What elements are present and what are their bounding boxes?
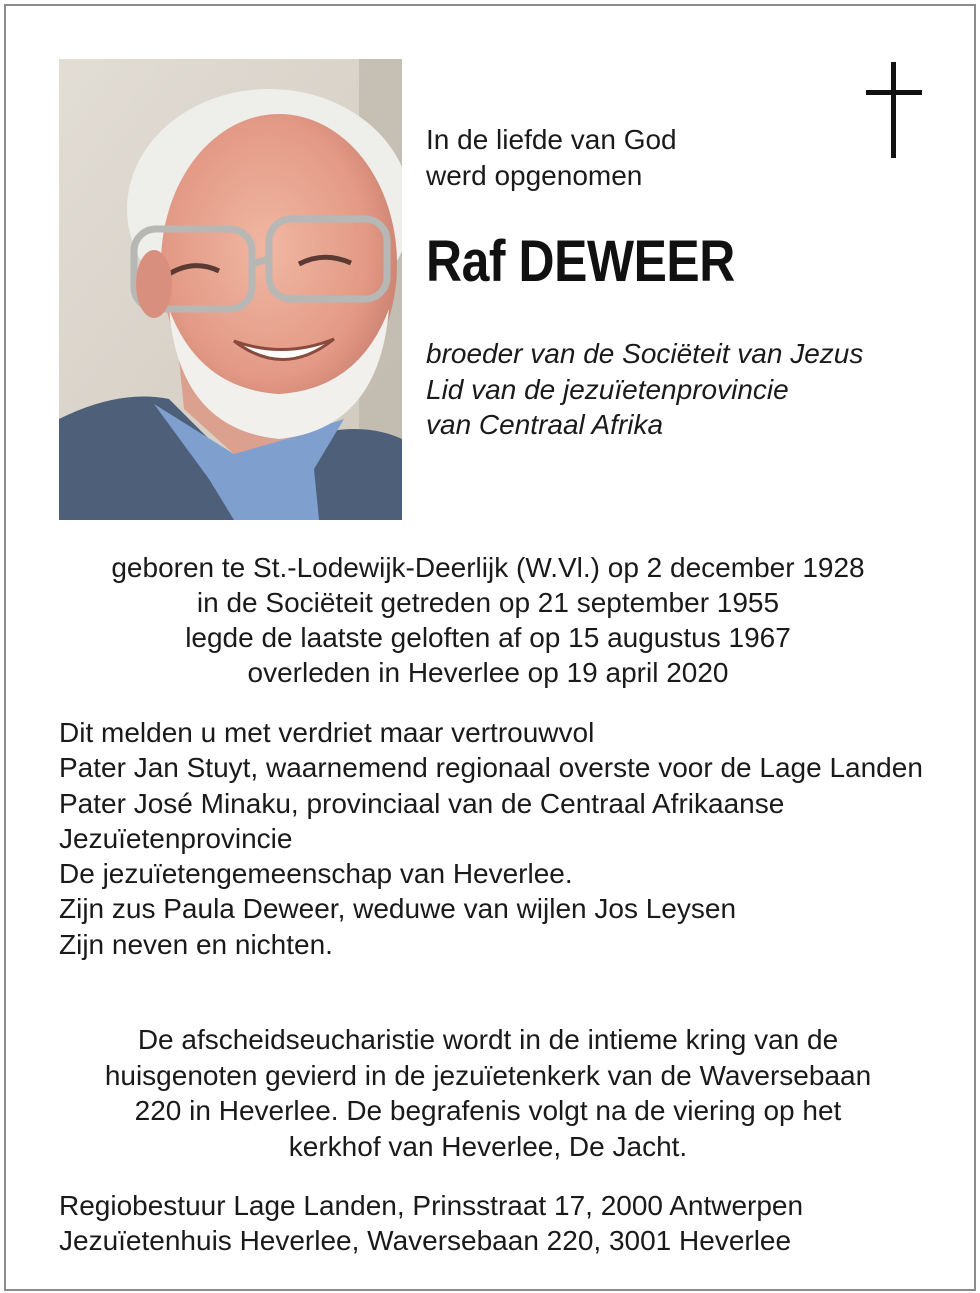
religious-affiliation xyxy=(426,336,863,443)
address-line: Regiobestuur Lage Landen, Prinsstraat 17, 2000 Antwerpen xyxy=(59,1190,804,1221)
birth-line: geboren te St.-Lodewijk-Deerlijk (W.Vl.) op 2 december 1928 xyxy=(111,552,865,583)
ceremony-line: kerkhof van Heverlee, De Jacht. xyxy=(288,1130,688,1162)
life-dates xyxy=(40,550,936,690)
deceased-name: Raf DEWEER xyxy=(426,229,735,294)
ceremony-line: 220 in Heverlee. De begrafenis volgt na de viering op het xyxy=(134,1095,842,1126)
announcement-line: Zijn neven en nichten. xyxy=(59,928,333,960)
announcement xyxy=(59,715,929,962)
vows-line: legde de laatste geloften af op 15 augustus 1967 xyxy=(185,622,791,653)
intro-line: In de liefde van God xyxy=(426,124,677,155)
affiliation-line: broeder van de Sociëteit van Jezus xyxy=(426,338,864,369)
ceremony-line: huisgenoten gevierd in de jezuïetenkerk van de Waversebaan xyxy=(104,1059,872,1091)
announcement-line: Dit melden u met verdriet maar vertrouwvol xyxy=(59,717,595,748)
death-line: overleden in Heverlee op 19 april 2020 xyxy=(247,657,729,688)
announcement-line: Pater José Minaku, provinciaal van de Centraal Afrikaanse Jezuïetenprovincie xyxy=(59,787,785,854)
ceremony-info xyxy=(40,1022,936,1164)
announcement-line: De jezuïetengemeenschap van Heverlee. xyxy=(59,858,573,890)
address-line: Jezuïetenhuis Heverlee, Waversebaan 220, 3001 Heverlee xyxy=(59,1225,792,1256)
intro-line: werd opgenomen xyxy=(426,160,643,191)
ceremony-line: De afscheidseucharistie wordt in de intieme kring van de xyxy=(137,1024,839,1055)
intro-text xyxy=(426,122,677,194)
entry-line: in de Sociëteit getreden op 21 september 1955 xyxy=(196,587,780,618)
cross-icon xyxy=(866,62,922,158)
affiliation-line: van Centraal Afrika xyxy=(426,409,664,440)
portrait-photo xyxy=(59,59,402,520)
announcement-line: Zijn zus Paula Deweer, weduwe van wijlen Jos Leysen xyxy=(59,893,737,925)
contact-addresses xyxy=(59,1188,803,1258)
announcement-line: Pater Jan Stuyt, waarnemend regionaal overste voor de Lage Landen xyxy=(59,752,923,784)
affiliation-line: Lid van de jezuïetenprovincie xyxy=(426,373,789,405)
